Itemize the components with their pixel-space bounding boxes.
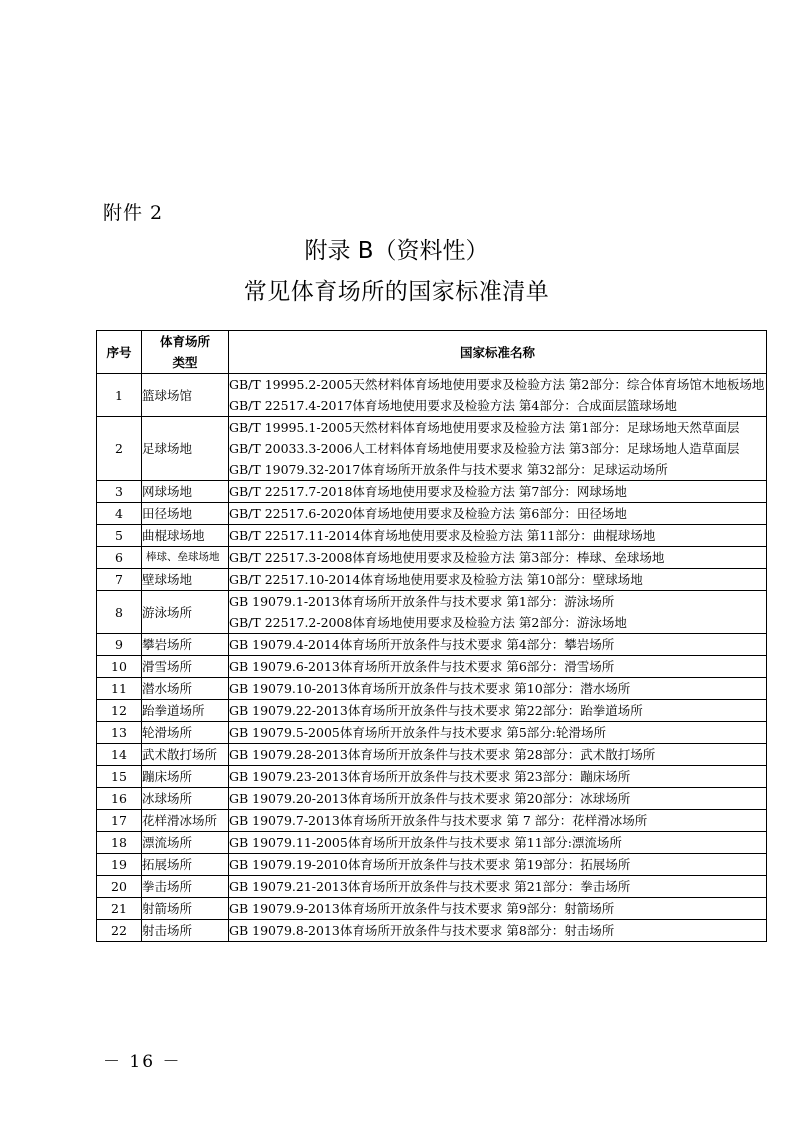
standard-name: GB/T 19079.32-2017体育场所开放条件与技术要求 第32部分：足球运动场所 [229, 462, 668, 477]
standard-name: GB 19079.20-2013体育场所开放条件与技术要求 第20部分：冰球场所 [229, 791, 631, 806]
row-number: 11 [97, 678, 142, 700]
header-no: 序号 [97, 331, 142, 374]
standard-names [229, 569, 767, 591]
venue-type: 轮滑场所 [142, 722, 229, 744]
table-row [97, 503, 767, 525]
row-number: 12 [97, 700, 142, 722]
venue-type: 冰球场所 [142, 788, 229, 810]
row-number: 13 [97, 722, 142, 744]
standard-name: GB 19079.21-2013体育场所开放条件与技术要求 第21部分：拳击场所 [229, 879, 631, 894]
page-title: 常见体育场所的国家标准清单 [243, 279, 550, 305]
row-number: 10 [97, 656, 142, 678]
table-header-row [97, 331, 767, 374]
standard-name: GB 19079.11-2005体育场所开放条件与技术要求 第11部分:漂流场所 [229, 835, 622, 850]
venue-type: 田径场地 [142, 503, 229, 525]
header-type [142, 331, 229, 374]
standard-names [229, 678, 767, 700]
standard-name: GB/T 22517.6-2020体育场地使用要求及检验方法 第6部分：田径场地 [229, 506, 627, 521]
standard-names [229, 634, 767, 656]
venue-type: 花样滑冰场所 [142, 810, 229, 832]
standard-names [229, 744, 767, 766]
table-row [97, 547, 767, 569]
venue-type: 射击场所 [142, 920, 229, 942]
table-row [97, 810, 767, 832]
annex-label: 附件 2 [103, 202, 164, 224]
venue-type: 棒球、垒球场地 [142, 547, 229, 569]
row-number: 18 [97, 832, 142, 854]
standard-names [229, 854, 767, 876]
venue-type: 拓展场所 [142, 854, 229, 876]
standard-name: GB 19079.9-2013体育场所开放条件与技术要求 第9部分：射箭场所 [229, 901, 615, 916]
venue-type: 射箭场所 [142, 898, 229, 920]
row-number: 3 [97, 481, 142, 503]
row-number: 5 [97, 525, 142, 547]
standard-name: GB 19079.19-2010体育场所开放条件与技术要求 第19部分：拓展场所 [229, 857, 631, 872]
standards-table [96, 330, 767, 942]
standard-names [229, 700, 767, 722]
venue-type: 攀岩场所 [142, 634, 229, 656]
row-number: 6 [97, 547, 142, 569]
table-row [97, 832, 767, 854]
standard-name: GB 19079.7-2013体育场所开放条件与技术要求 第 7 部分：花样滑冰场所 [229, 813, 648, 828]
row-number: 16 [97, 788, 142, 810]
header-standard: 国家标准名称 [229, 331, 767, 374]
page-number: － 16 － [103, 1052, 182, 1072]
table-row [97, 876, 767, 898]
standard-name: GB 19079.28-2013体育场所开放条件与技术要求 第28部分：武术散打场所 [229, 747, 656, 762]
venue-type: 篮球场馆 [142, 374, 229, 417]
table-body [97, 374, 767, 942]
row-number: 15 [97, 766, 142, 788]
standard-name: GB 19079.10-2013体育场所开放条件与技术要求 第10部分：潜水场所 [229, 681, 631, 696]
standard-name: GB/T 22517.7-2018体育场地使用要求及检验方法 第7部分：网球场地 [229, 484, 627, 499]
standard-names [229, 374, 767, 417]
table-row [97, 634, 767, 656]
table-row [97, 678, 767, 700]
venue-type: 壁球场地 [142, 569, 229, 591]
row-number: 4 [97, 503, 142, 525]
venue-type: 跆拳道场所 [142, 700, 229, 722]
row-number: 7 [97, 569, 142, 591]
standard-name: GB/T 22517.3-2008体育场地使用要求及检验方法 第3部分：棒球、垒球场地 [229, 550, 665, 565]
venue-type: 漂流场所 [142, 832, 229, 854]
table-row [97, 656, 767, 678]
table-row [97, 700, 767, 722]
venue-type: 游泳场所 [142, 591, 229, 634]
standard-name: GB/T 22517.11-2014体育场地使用要求及检验方法 第11部分：曲棍球场地 [229, 528, 656, 543]
venue-type: 潜水场所 [142, 678, 229, 700]
table-row [97, 788, 767, 810]
standard-names [229, 417, 767, 481]
standard-names [229, 810, 767, 832]
table-row [97, 525, 767, 547]
standard-name: GB 19079.5-2005体育场所开放条件与技术要求 第5部分:轮滑场所 [229, 725, 607, 740]
table-row [97, 898, 767, 920]
standard-names [229, 788, 767, 810]
standard-names [229, 876, 767, 898]
row-number: 8 [97, 591, 142, 634]
standard-name: GB/T 22517.2-2008体育场地使用要求及检验方法 第2部分：游泳场地 [229, 615, 627, 630]
row-number: 20 [97, 876, 142, 898]
row-number: 21 [97, 898, 142, 920]
row-number: 9 [97, 634, 142, 656]
table-row [97, 591, 767, 634]
standard-names [229, 503, 767, 525]
table-row [97, 766, 767, 788]
standard-name: GB 19079.4-2014体育场所开放条件与技术要求 第4部分：攀岩场所 [229, 637, 615, 652]
standard-name: GB 19079.22-2013体育场所开放条件与技术要求 第22部分：跆拳道场所 [229, 703, 643, 718]
table-row [97, 920, 767, 942]
header-type-line2: 类型 [172, 355, 198, 370]
standard-name: GB/T 19995.1-2005天然材料体育场地使用要求及检验方法 第1部分：足球场地天然草面层 [229, 420, 740, 435]
standard-name: GB/T 22517.4-2017体育场地使用要求及检验方法 第4部分：合成面层篮球场地 [229, 398, 677, 413]
standard-names [229, 525, 767, 547]
table-row [97, 374, 767, 417]
standard-names [229, 832, 767, 854]
standard-name: GB/T 20033.3-2006人工材料体育场地使用要求及检验方法 第3部分：足球场地人造草面层 [229, 441, 740, 456]
table-row [97, 854, 767, 876]
venue-type: 滑雪场所 [142, 656, 229, 678]
standard-names [229, 766, 767, 788]
table-row [97, 722, 767, 744]
row-number: 2 [97, 417, 142, 481]
venue-type: 拳击场所 [142, 876, 229, 898]
standard-names [229, 591, 767, 634]
standard-name: GB 19079.1-2013体育场所开放条件与技术要求 第1部分：游泳场所 [229, 594, 615, 609]
standard-names [229, 920, 767, 942]
venue-type: 武术散打场所 [142, 744, 229, 766]
table-row [97, 744, 767, 766]
appendix-title: 附录 B（资料性） [304, 238, 489, 264]
table-row [97, 481, 767, 503]
row-number: 14 [97, 744, 142, 766]
standard-names [229, 547, 767, 569]
standard-names [229, 481, 767, 503]
header-type-line1: 体育场所 [159, 334, 210, 349]
row-number: 19 [97, 854, 142, 876]
venue-type: 曲棍球场地 [142, 525, 229, 547]
standard-names [229, 722, 767, 744]
row-number: 22 [97, 920, 142, 942]
standard-name: GB 19079.23-2013体育场所开放条件与技术要求 第23部分：蹦床场所 [229, 769, 631, 784]
row-number: 17 [97, 810, 142, 832]
venue-type: 足球场地 [142, 417, 229, 481]
table-row [97, 569, 767, 591]
standard-name: GB/T 22517.10-2014体育场地使用要求及检验方法 第10部分：壁球场地 [229, 572, 643, 587]
standard-name: GB 19079.8-2013体育场所开放条件与技术要求 第8部分：射击场所 [229, 923, 615, 938]
row-number: 1 [97, 374, 142, 417]
standard-names [229, 656, 767, 678]
standard-name: GB/T 19995.2-2005天然材料体育场地使用要求及检验方法 第2部分：综合体育场馆木地板场地 [229, 377, 765, 392]
standard-name: GB 19079.6-2013体育场所开放条件与技术要求 第6部分：滑雪场所 [229, 659, 615, 674]
venue-type: 网球场地 [142, 481, 229, 503]
venue-type: 蹦床场所 [142, 766, 229, 788]
standard-names [229, 898, 767, 920]
table-row [97, 417, 767, 481]
